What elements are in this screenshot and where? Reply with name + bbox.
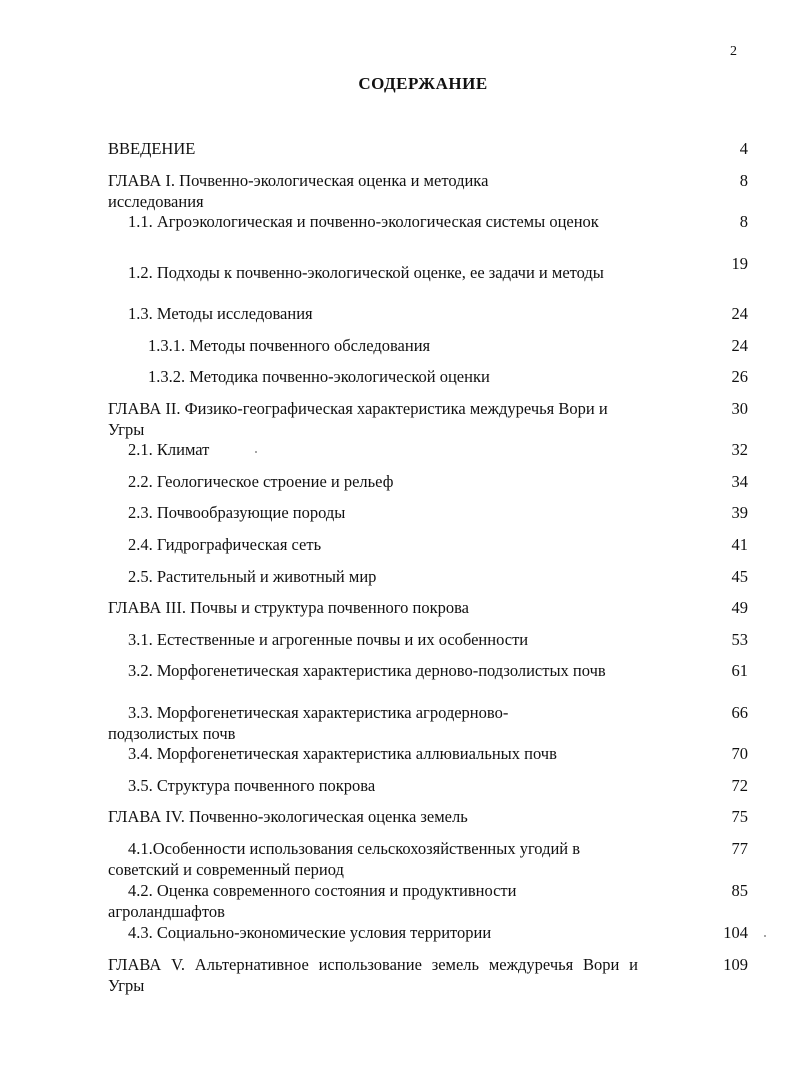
toc-entry-title: ВВЕДЕНИЕ: [108, 139, 196, 158]
toc-entry-title: 2.2. Геологическое строение и рельеф: [128, 472, 394, 491]
toc-entry-page: 75: [731, 807, 748, 826]
toc-entry-title: 4.2. Оценка современного состояния и продуктивности агроландшафтов: [108, 881, 517, 921]
toc-entry-title: 2.1. Климат: [128, 440, 210, 459]
scan-speck: [255, 451, 257, 453]
toc-entry-title: 2.3. Почвообразующие породы: [128, 503, 346, 522]
toc-entry-page: 70: [731, 744, 748, 763]
toc-entry-page: 104: [723, 923, 748, 942]
toc-entry-title: 4.1.Особенности использования сельскохозяйственных угодий в советский и современный период: [108, 839, 581, 879]
toc-entry-title: 1.1. Агроэкологическая и почвенно-экологическая системы оценок: [128, 212, 599, 231]
toc-entry-page: 72: [731, 776, 748, 795]
toc-entry-title: ГЛАВА III. Почвы и структура почвенного покрова: [108, 598, 470, 617]
toc-entry-page: 34: [731, 472, 748, 491]
toc-entry-page: 8: [739, 171, 748, 190]
toc-entry-title: 3.1. Естественные и агрогенные почвы и их особенности: [128, 630, 529, 649]
page-number: 2: [730, 44, 737, 59]
toc-entry-title: 3.2. Морфогенетическая характеристика дерново-подзолистых почв: [128, 661, 606, 680]
toc-entry-title: 1.2. Подходы к почвенно-экологической оценке, ее задачи и методы: [128, 263, 604, 282]
toc-entry-page: 85: [731, 881, 748, 900]
toc-entry-page: 4: [739, 139, 748, 158]
toc-entry-page: 8: [739, 212, 748, 231]
toc-entry-title: ГЛАВА I. Почвенно-экологическая оценка и методика исследования: [108, 171, 489, 211]
toc-entry-title: 1.3. Методы исследования: [128, 304, 313, 323]
toc-entry-title: 2.4. Гидрографическая сеть: [128, 535, 322, 554]
toc-entry-page: 39: [731, 503, 748, 522]
toc-entry-page: 66: [731, 703, 748, 722]
toc-entry-page: 24: [731, 304, 748, 323]
toc-entry-page: 49: [731, 598, 748, 617]
toc-entry-title: 3.3. Морфогенетическая характеристика агродерново-подзолистых почв: [108, 703, 509, 743]
toc-entry-page: 77: [731, 839, 748, 858]
toc-entry-title: ГЛАВА IV. Почвенно-экологическая оценка земель: [108, 807, 468, 826]
toc-entry-title: ГЛАВА V. Альтернативное использование земель междуречья Вори и Угры: [108, 955, 638, 995]
toc-entry-title: 3.4. Морфогенетическая характеристика аллювиальных почв: [128, 744, 557, 763]
toc-entry-title: 4.3. Социально-экономические условия территории: [128, 923, 492, 942]
toc-entry-page: 30: [731, 399, 748, 418]
toc-entry-page: 61: [731, 661, 748, 680]
toc-entry-title: 1.3.1. Методы почвенного обследования: [148, 336, 431, 355]
toc-entry-page: 53: [731, 630, 748, 649]
toc-entry-page: 19: [731, 254, 748, 273]
toc-entry-page: 24: [731, 336, 748, 355]
toc-entry-page: 32: [731, 440, 748, 459]
toc-entry-page: 45: [731, 567, 748, 586]
toc-entry-page: 109: [723, 955, 748, 974]
toc-entry-page: 41: [731, 535, 748, 554]
toc-entry-title: 3.5. Структура почвенного покрова: [128, 776, 376, 795]
toc-entry-title: 1.3.2. Методика почвенно-экологической оценки: [148, 367, 490, 386]
page-title: СОДЕРЖАНИЕ: [358, 74, 488, 93]
scan-speck: [764, 935, 766, 937]
toc-entry-title: 2.5. Растительный и животный мир: [128, 567, 377, 586]
toc-entry-title: ГЛАВА II. Физико-географическая характеристика междуречья Вори и Угры: [108, 399, 608, 439]
toc-entry-page: 26: [731, 367, 748, 386]
